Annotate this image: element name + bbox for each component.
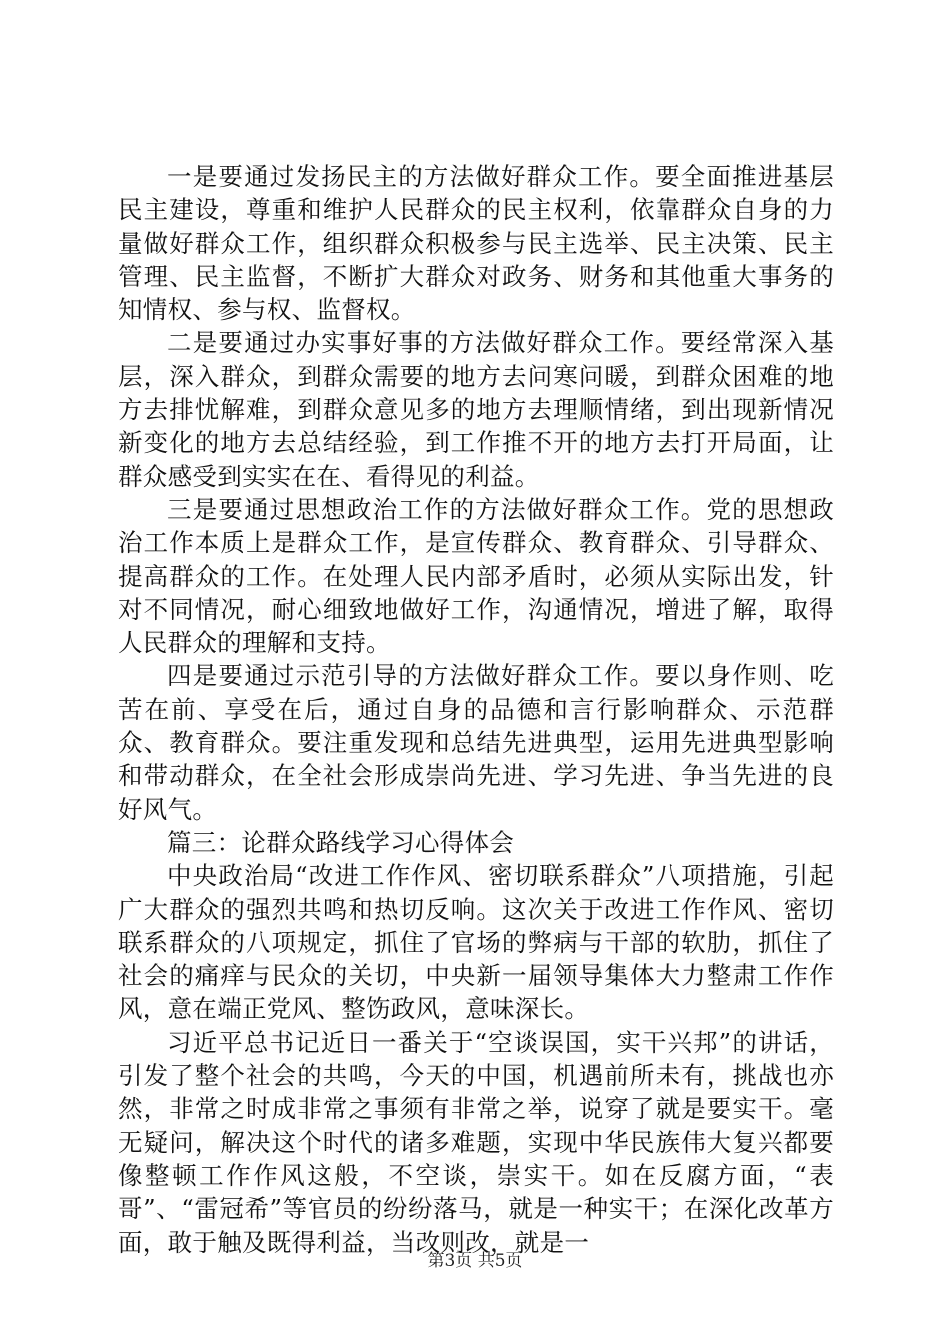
paragraph-eight-measures: 中央政治局“改进工作作风、密切联系群众”八项措施，引起广大群众的强烈共鸣和热切反响。这次关于改进工作作风、密切联系群众的八项规定，抓住了官场的弊病与干部的软肋，抓住了社会的痛痒与民众的关切，中央新一届领导集体大力整肃工作作风，意在端正党风、整饬政风，意味深长。: [118, 861, 834, 1024]
page-number-footer: 第3页 共5页: [427, 1251, 523, 1271]
paragraph-ideological-work-method: 三是要通过思想政治工作的方法做好群众工作。党的思想政治工作本质上是群众工作，是宣传群众、教育群众、引导群众、提高群众的工作。在处理人民内部矛盾时，必须从实际出发，针对不同情况，耐心细致地做好工作，沟通情况，增进了解，取得人民群众的理解和支持。: [118, 494, 834, 658]
paragraph-democracy-method: 一是要通过发扬民主的方法做好群众工作。要全面推进基层民主建设，尊重和维护人民群众的民主权利，依靠群众自身的力量做好群众工作，组织群众积极参与民主选举、民主决策、民主管理、民主监督，不断扩大群众对政务、财务和其他重大事务的知情权、参与权、监督权。: [118, 162, 834, 325]
paragraph-practical-deeds-method: 二是要通过办实事好事的方法做好群众工作。要经常深入基层，深入群众，到群众需要的地方去问寒问暖，到群众困难的地方去排忧解难，到群众意见多的地方去理顺情绪，到出现新情况新变化的地方去总结经验，到工作推不开的地方去打开局面，让群众感受到实实在在、看得见的利益。: [118, 328, 834, 491]
section-heading-part-three: 篇三：论群众路线学习心得体会: [167, 827, 515, 857]
paragraph-empty-talk-speech: 习近平总书记近日一番关于“空谈误国，实干兴邦”的讲话，引发了整个社会的共鸣，今天的中国，机遇前所未有，挑战也亦然，非常之时成非常之事须有非常之举，说穿了就是要实干。毫无疑问，解决这个时代的诸多难题，实现中华民族伟大复兴都要像整顿工作作风这般，不空谈，崇实干。如在反腐方面，“表哥”、“雷冠希”等官员的纷纷落马，就是一种实干；在深化改革方面，敢于触及既得利益，当改则改，就是一: [118, 1027, 834, 1257]
document-body: [118, 160, 834, 1259]
paragraph-exemplary-guidance-method: 四是要通过示范引导的方法做好群众工作。要以身作则、吃苦在前、享受在后，通过自身的品德和言行影响群众、示范群众、教育群众。要注重发现和总结先进典型，运用先进典型影响和带动群众，在全社会形成崇尚先进、学习先进、争当先进的良好风气。: [118, 661, 834, 824]
